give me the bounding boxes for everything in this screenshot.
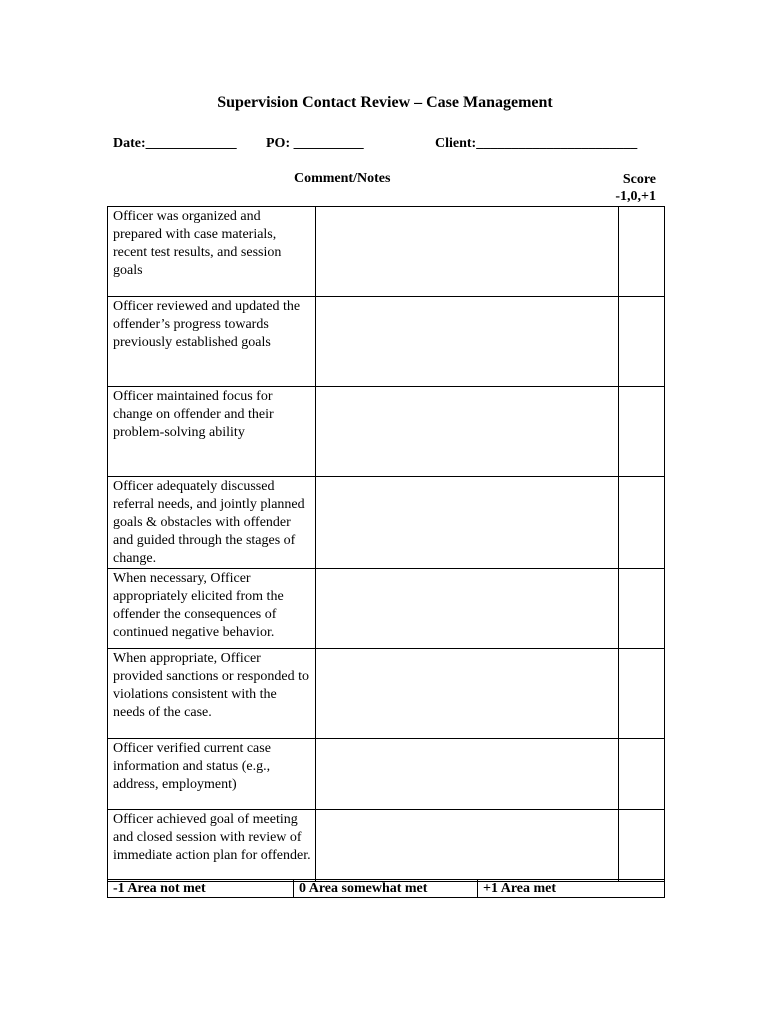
score-cell[interactable] bbox=[619, 739, 665, 810]
criterion-text: When appropriate, Officer provided sanctions or responded to violations consistent with the needs of the case. bbox=[108, 649, 316, 739]
legend-area-not-met: -1 Area not met bbox=[108, 880, 294, 898]
score-cell[interactable] bbox=[619, 207, 665, 297]
table-row bbox=[108, 649, 665, 739]
po-field[interactable]: PO: __________ bbox=[266, 136, 364, 151]
client-field[interactable]: Client:_______________________ bbox=[435, 136, 638, 151]
score-header-label: Score bbox=[622, 172, 656, 187]
review-table bbox=[107, 206, 665, 882]
criterion-text: Officer was organized and prepared with case materials, recent test results, and session goals bbox=[108, 207, 316, 297]
criterion-text: When necessary, Officer appropriately elicited from the offender the consequences of continued negative behavior. bbox=[108, 569, 316, 649]
table-row bbox=[108, 387, 665, 477]
comment-notes-header: Comment/Notes bbox=[294, 171, 391, 186]
comment-cell[interactable] bbox=[316, 649, 619, 739]
comment-cell[interactable] bbox=[316, 387, 619, 477]
legend-area-met: +1 Area met bbox=[478, 880, 665, 898]
table-row bbox=[108, 297, 665, 387]
score-cell[interactable] bbox=[619, 387, 665, 477]
comment-cell[interactable] bbox=[316, 810, 619, 882]
criterion-text: Officer verified current case information and status (e.g., address, employment) bbox=[108, 739, 316, 810]
table-row bbox=[108, 739, 665, 810]
comment-cell[interactable] bbox=[316, 739, 619, 810]
comment-cell[interactable] bbox=[316, 207, 619, 297]
comment-cell[interactable] bbox=[316, 297, 619, 387]
criterion-text: Officer maintained focus for change on offender and their problem-solving ability bbox=[108, 387, 316, 477]
table-row bbox=[108, 207, 665, 297]
criterion-text: Officer adequately discussed referral needs, and jointly planned goals & obstacles with offender and guided through the stages of change. bbox=[108, 477, 316, 569]
score-cell[interactable] bbox=[619, 569, 665, 649]
score-cell[interactable] bbox=[619, 810, 665, 882]
date-field[interactable]: Date:_____________ bbox=[113, 136, 237, 151]
page-title: Supervision Contact Review – Case Management bbox=[217, 94, 553, 111]
criterion-text: Officer achieved goal of meeting and closed session with review of immediate action plan for offender. bbox=[108, 810, 316, 882]
comment-cell[interactable] bbox=[316, 477, 619, 569]
score-cell[interactable] bbox=[619, 649, 665, 739]
legend-area-somewhat-met: 0 Area somewhat met bbox=[294, 880, 478, 898]
score-header-range: -1,0,+1 bbox=[615, 189, 656, 204]
score-header bbox=[606, 171, 656, 205]
score-cell[interactable] bbox=[619, 477, 665, 569]
table-row bbox=[108, 477, 665, 569]
comment-cell[interactable] bbox=[316, 569, 619, 649]
score-legend bbox=[107, 879, 665, 898]
table-row bbox=[108, 810, 665, 882]
table-row bbox=[108, 569, 665, 649]
score-cell[interactable] bbox=[619, 297, 665, 387]
criterion-text: Officer reviewed and updated the offender’s progress towards previously established goals bbox=[108, 297, 316, 387]
